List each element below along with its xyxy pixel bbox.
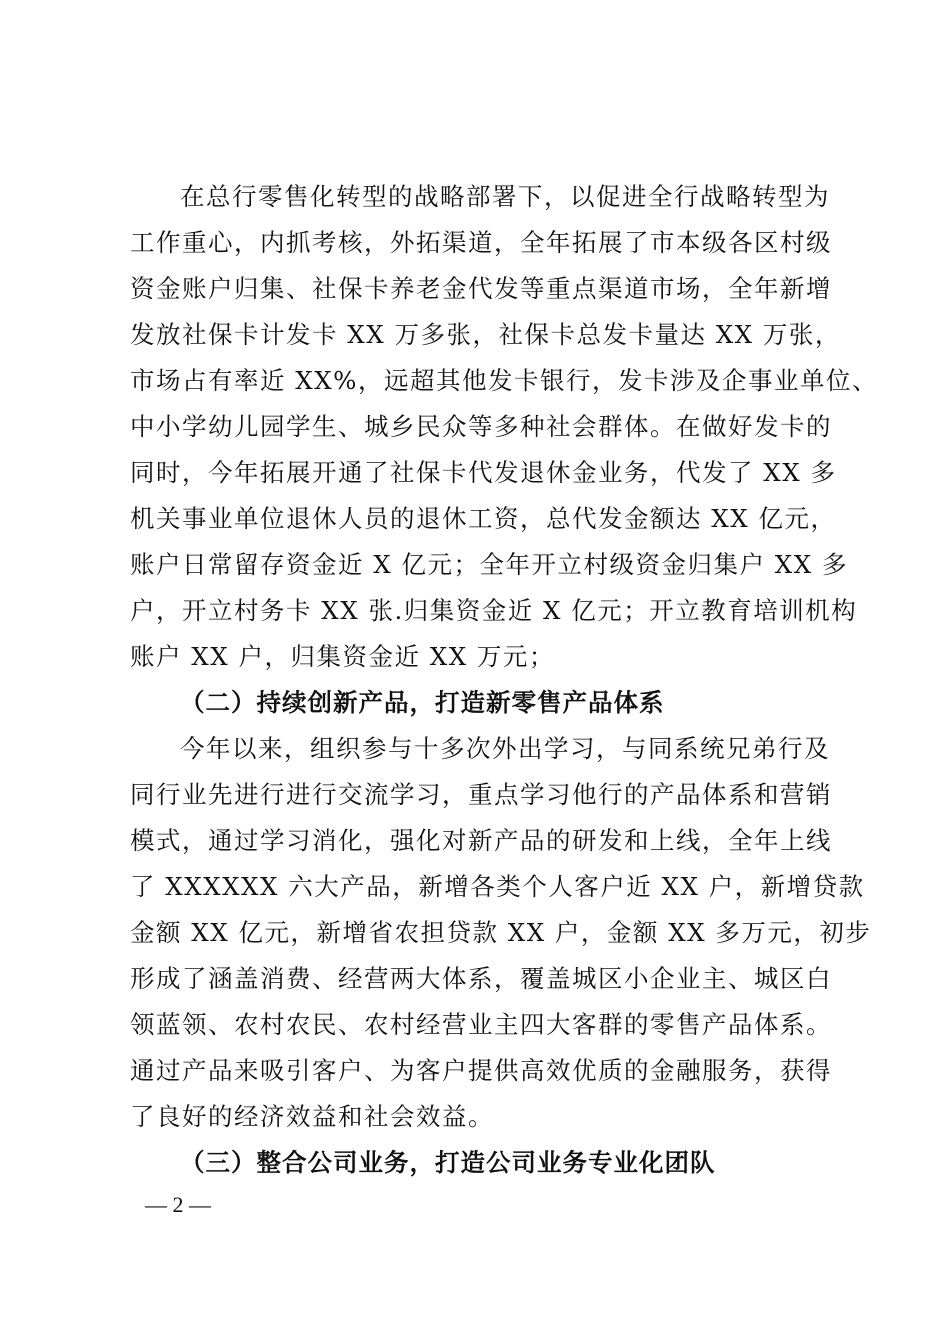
section-heading: （三）整合公司业务，打造公司业务专业化团队: [180, 1148, 716, 1177]
paragraph-line: 金额 XX 亿元，新增省农担贷款 XX 户，金额 XX 多万元，初步: [130, 918, 872, 947]
paragraph-line: 形成了涵盖消费、经营两大体系，覆盖城区小企业主、城区白: [130, 964, 832, 993]
paragraph-line: 资金账户归集、社保卡养老金代发等重点渠道市场，全年新增: [130, 274, 832, 303]
paragraph-line: 了 XXXXXX 六大产品，新增各类个人客户近 XX 户，新增贷款: [130, 872, 865, 901]
paragraph-line: 市场占有率近 XX%，远超其他发卡银行，发卡涉及企事业单位、: [130, 366, 878, 395]
paragraph-line: 领蓝领、农村农民、农村经营业主四大客群的零售产品体系。: [130, 1010, 832, 1039]
paragraph-line: 中小学幼儿园学生、城乡民众等多种社会群体。在做好发卡的: [130, 412, 832, 441]
paragraph-line: 机关事业单位退休人员的退休工资，总代发金额达 XX 亿元，: [130, 504, 837, 533]
paragraph-line: 账户日常留存资金近 X 亿元；全年开立村级资金归集户 XX 多: [130, 550, 848, 579]
paragraph-line: 今年以来，组织参与十多次外出学习，与同系统兄弟行及: [180, 734, 830, 763]
paragraph-line: 在总行零售化转型的战略部署下，以促进全行战略转型为: [180, 182, 830, 211]
paragraph-line: 发放社保卡计发卡 XX 万多张，社保卡总发卡量达 XX 万张，: [130, 320, 841, 349]
paragraph-line: 通过产品来吸引客户、为客户提供高效优质的金融服务，获得: [130, 1056, 832, 1085]
paragraph-line: 同时，今年拓展开通了社保卡代发退休金业务，代发了 XX 多: [130, 458, 837, 487]
paragraph-line: 户，开立村务卡 XX 张.归集资金近 X 亿元；开立教育培训机构: [130, 596, 858, 625]
paragraph-line: 模式，通过学习消化，强化对新产品的研发和上线，全年上线: [130, 826, 832, 855]
page-number: — 2 —: [145, 1192, 211, 1217]
paragraph-line: 账户 XX 户，归集资金近 XX 万元；: [130, 642, 555, 671]
section-heading: （二）持续创新产品，打造新零售产品体系: [180, 688, 665, 717]
paragraph-line: 了良好的经济效益和社会效益。: [130, 1102, 494, 1131]
paragraph-line: 同行业先进行进行交流学习，重点学习他行的产品体系和营销: [130, 780, 832, 809]
paragraph-line: 工作重心，内抓考核，外拓渠道，全年拓展了市本级各区村级: [130, 228, 832, 257]
